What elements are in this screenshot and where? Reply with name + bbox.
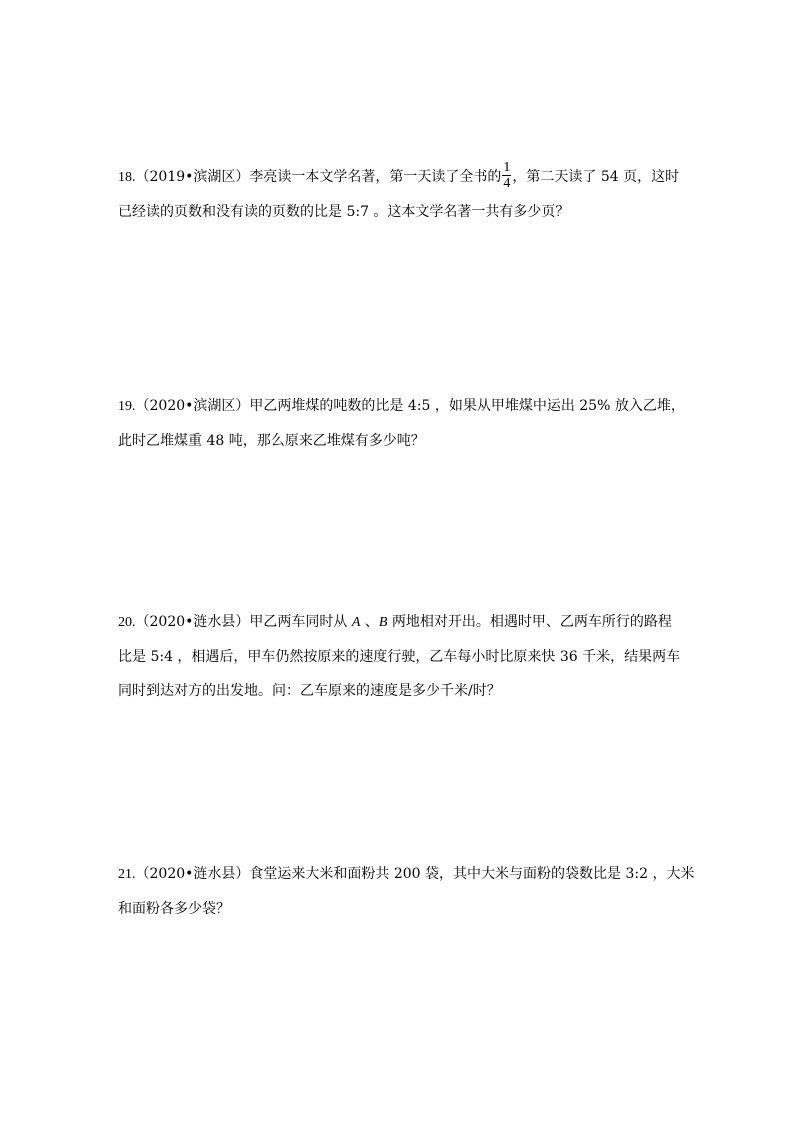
variable-a: A [351,615,361,630]
problem-text: 食堂运来大米和面粉共 200 袋，其中大米与面粉的袋数比是 3:2 ，大米 [249,866,695,882]
problem-20 [118,605,681,708]
problem-20-line-2: 比是 5:4 ，相遇后，甲车仍然按原来的速度行驶，乙车每小时比原来快 36 千米，结果两车 [118,649,681,665]
problem-source: （2019•滨湖区） [135,169,250,185]
problem-text: 甲乙两车同时从 [249,614,352,630]
problem-19-line-1 [118,389,685,424]
problem-number: 21. [118,867,136,882]
fraction-denominator: 4 [503,175,511,191]
problem-21-line-2: 和面粉各多少袋？ [118,901,230,917]
problem-source: （2020•涟水县） [135,614,250,630]
problem-text: 甲乙两堆煤的吨数的比是 4:5 ，如果从甲堆煤中运出 25% 放入乙堆， [249,398,685,414]
problem-source: （2020•滨湖区） [135,398,250,414]
problem-text: 、 [360,614,379,630]
fraction-one-quarter [502,160,511,191]
variable-b: B [378,615,388,630]
problem-source: （2020•涟水县） [135,866,250,882]
problem-text: 两地相对开出。相遇时甲、乙两车所行的路程 [387,614,672,630]
problem-18-line-2: 已经读的页数和没有读的页数的比是 5:7 。这本文学名著一共有多少页？ [118,204,570,220]
problem-number: 18. [118,170,136,185]
problem-text: 李亮读一本文学名著，第一天读了全书的 [249,169,502,185]
problem-number: 19. [118,399,136,414]
problem-number: 20. [118,615,136,630]
problem-19-line-2: 此时乙堆煤重 48 吨，那么原来乙堆煤有多少吨？ [118,433,425,449]
problem-text: ，第二天读了 54 页，这时 [512,169,680,185]
problem-18-line-1 [118,160,678,195]
problem-21-line-1 [118,857,695,892]
problem-18 [118,160,678,229]
problem-21 [118,857,695,926]
problem-20-line-3: 同时到达对方的出发地。问：乙车原来的速度是多少千米/时？ [118,683,501,699]
problem-20-line-1 [118,605,678,640]
fraction-numerator: 1 [503,159,511,175]
problem-19 [118,389,685,458]
